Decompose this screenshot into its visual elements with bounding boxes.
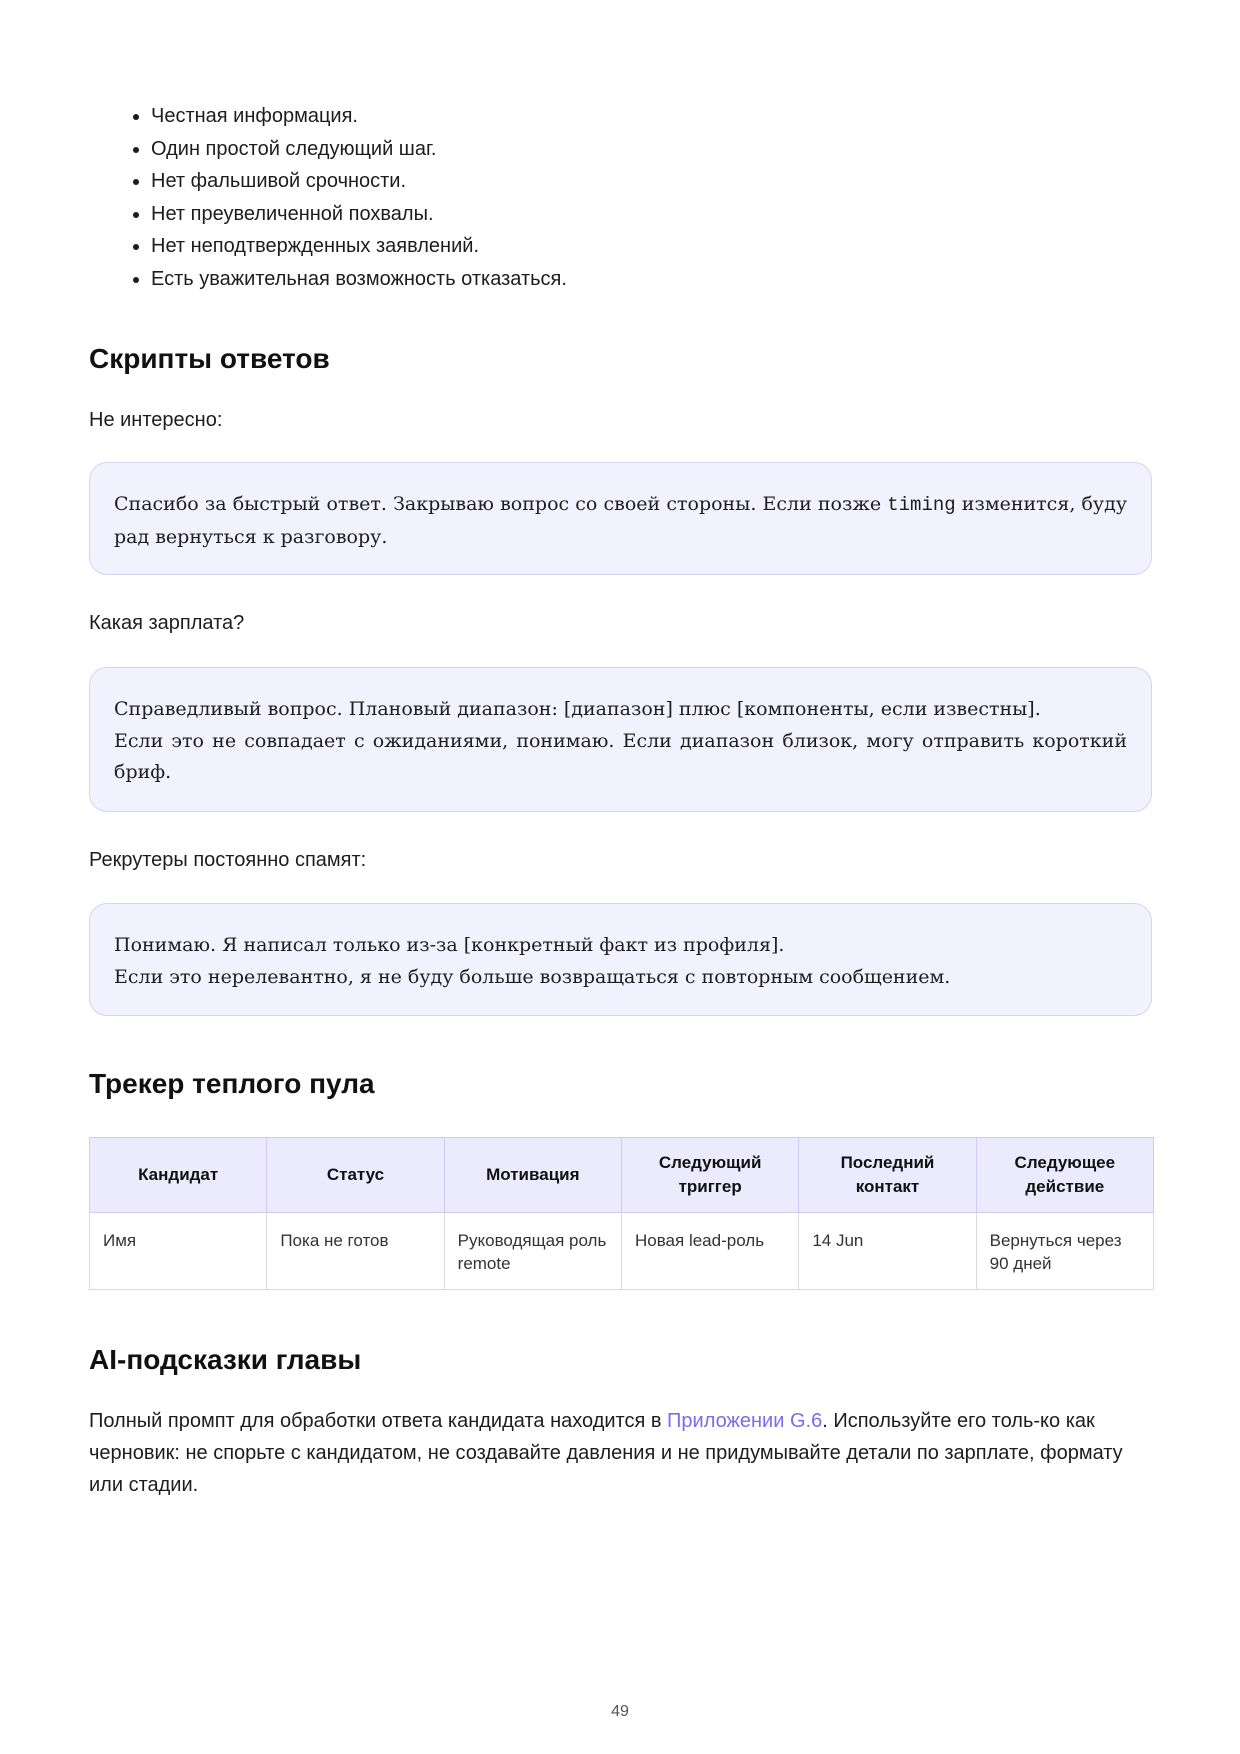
table-cell: Пока не готов (267, 1213, 444, 1290)
code-block-not-interested (89, 462, 1152, 575)
code-text: Спасибо за быстрый ответ. Закрываю вопрос со своей стороны. Если позже (114, 493, 888, 515)
paragraph-text: . Используйте его толь-ко как черновик: не спорьте с кандидатом, не создавайте давления и не придумывайте детали по зарплате, формату или стадии. (89, 1410, 1123, 1496)
ai-section-paragraph (89, 1405, 1154, 1501)
table-header-row (90, 1138, 1154, 1213)
column-header: Последний контакт (799, 1138, 976, 1213)
column-header: Следующий триггер (621, 1138, 798, 1213)
list-item: • Нет фальшивой срочности. (151, 165, 567, 198)
page-number: 49 (611, 1703, 629, 1720)
list-item: • Нет преувеличенной похвалы. (151, 198, 567, 231)
table-row (90, 1213, 1154, 1290)
table-cell: Новая lead-роль (621, 1213, 798, 1290)
column-header: Мотивация (444, 1138, 621, 1213)
section-heading-ai: AI-подсказки главы (89, 1344, 362, 1375)
code-block-spam (89, 903, 1152, 1016)
section-heading-tracker: Трекер теплого пула (89, 1068, 375, 1099)
list-item: • Один простой следующий шаг. (151, 133, 567, 166)
column-header: Статус (267, 1138, 444, 1213)
code-block-salary (89, 667, 1152, 812)
appendix-link[interactable]: Приложении G.6 (667, 1410, 823, 1432)
warm-pool-table (89, 1137, 1154, 1290)
script-label-spam: Рекрутеры постоянно спамят: (89, 849, 367, 871)
code-line: Понимаю. Я написал только из-за [конкретный факт из профиля]. (114, 934, 785, 956)
code-line: Если это не совпадает с ожиданиями, понимаю. Если диапазон близок, могу отправить короткий бриф. (114, 729, 1134, 783)
table-cell: Имя (90, 1213, 267, 1290)
table-cell: 14 Jun (799, 1213, 976, 1290)
list-item: • Есть уважительная возможность отказаться. (151, 263, 567, 296)
code-line: Справедливый вопрос. Плановый диапазон: [диапазон] плюс [компоненты, если известны]. (114, 698, 1041, 720)
column-header: Следующее действие (976, 1138, 1153, 1213)
list-item: • Нет неподтвержденных заявлений. (151, 230, 567, 263)
section-heading-scripts: Скрипты ответов (89, 343, 330, 374)
column-header: Кандидат (90, 1138, 267, 1213)
table-cell: Вернуться через 90 дней (976, 1213, 1153, 1290)
table-cell: Руководящая роль remote (444, 1213, 621, 1290)
code-text: изменится, буду рад вернуться к разговору. (114, 493, 1134, 548)
script-label-not-interested: Не интересно: (89, 409, 223, 431)
list-item: • Честная информация. (151, 100, 567, 133)
code-line: Если это нерелевантно, я не буду больше возвращаться с повторным сообщением. (114, 965, 951, 988)
paragraph-text: Полный промпт для обработки ответа кандидата находится в (89, 1410, 668, 1432)
principles-list (89, 100, 567, 295)
code-inline-mono: timing (887, 494, 956, 516)
script-label-salary: Какая зарплата? (89, 612, 245, 634)
